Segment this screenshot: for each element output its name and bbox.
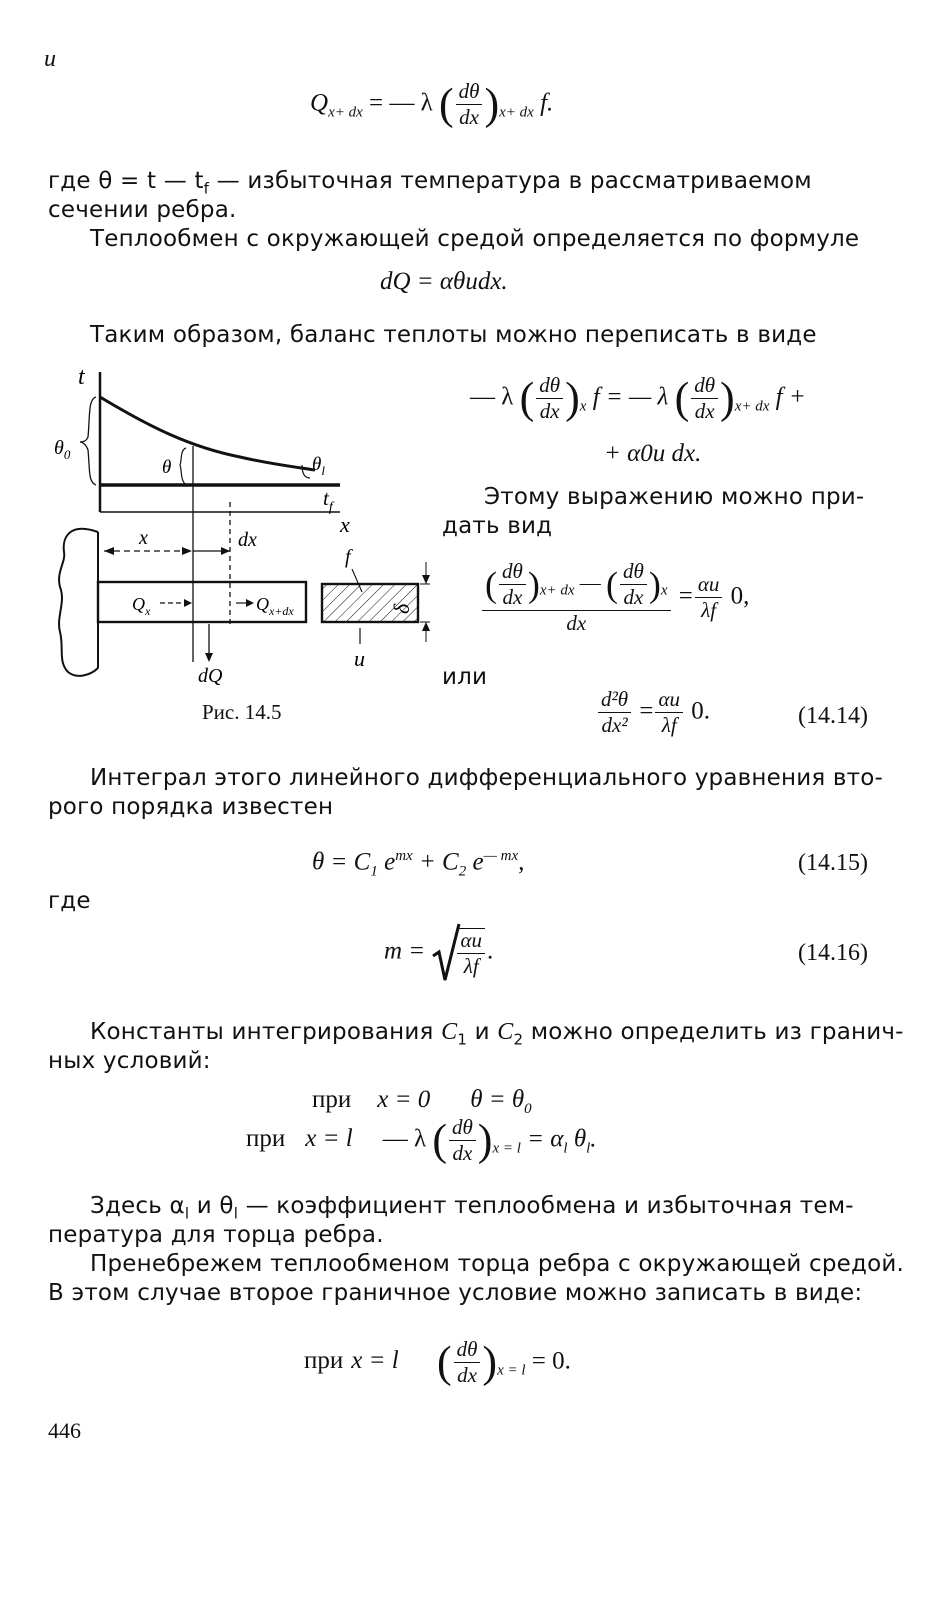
- frac-num: dθ: [499, 560, 526, 585]
- text-span: — коэффициент теплообмена и избыточная тем-: [238, 1193, 854, 1219]
- text-span: и θ: [189, 1193, 234, 1219]
- eq-sub: x = l: [497, 1362, 526, 1379]
- fraction-main: [482, 560, 671, 635]
- arrowhead: [182, 547, 192, 555]
- bc-post: = α: [527, 1125, 564, 1153]
- corner-letter: и: [44, 46, 56, 72]
- label-sub: 0: [63, 447, 71, 462]
- paren-left: (: [436, 1337, 452, 1387]
- label-dq: dQ: [198, 665, 223, 687]
- eq-span: e: [466, 848, 484, 876]
- arrowhead: [422, 575, 430, 584]
- arrowhead: [184, 599, 192, 607]
- frac-num: [482, 560, 671, 611]
- text-line-zdes-2: пература для торца ребра.: [48, 1222, 384, 1248]
- label-dx-dim: dx: [238, 529, 257, 551]
- text-line-gde-1b: сечении ребра.: [48, 197, 237, 223]
- arrowhead: [246, 599, 254, 607]
- paren-right: ): [648, 564, 661, 605]
- text-line-etomu-1: Этому выражению можно при-: [484, 484, 865, 510]
- label-f: f: [345, 546, 351, 568]
- temperature-curve: [100, 397, 315, 470]
- paren-right: ): [527, 564, 540, 605]
- frac-num: dθ: [691, 374, 718, 399]
- fraction: [598, 688, 631, 737]
- paren-left: (: [432, 1115, 447, 1165]
- equals-sign: =: [639, 697, 654, 725]
- bc-sub: 0: [524, 1101, 532, 1117]
- arrowhead: [104, 547, 114, 555]
- text-line-gde-1: [48, 168, 812, 198]
- arrowhead: [422, 622, 430, 631]
- fraction: [695, 573, 723, 622]
- equation-dq: dQ = αθudx.: [380, 268, 508, 295]
- bc-pre: — λ: [382, 1125, 427, 1153]
- frac-num: αu: [695, 573, 723, 598]
- eq-sub: x: [579, 398, 587, 415]
- minus-sign: —: [579, 570, 601, 595]
- equation-q-x-plus-dx: [310, 80, 553, 129]
- text-span: Константы интегрирования: [90, 1019, 442, 1045]
- equation-number-14-15: (14.15): [798, 850, 868, 876]
- fraction: [454, 1338, 481, 1387]
- text-line-teplo: Теплообмен с окружающей средой определяется по формуле: [90, 226, 860, 252]
- paren-left: (: [606, 564, 619, 605]
- text-span: где θ = t — t: [48, 168, 204, 194]
- frac-den: dx: [623, 585, 644, 610]
- paren-left: (: [485, 564, 497, 605]
- paren-right: ): [484, 79, 500, 129]
- eq-lhs: m =: [384, 937, 426, 965]
- brace-theta0: [80, 397, 96, 485]
- equation-14-16: [384, 922, 493, 984]
- bc-post: .: [590, 1125, 597, 1153]
- bc-post: θ: [567, 1125, 587, 1153]
- fraction: [691, 374, 718, 423]
- text-sub: l: [184, 1204, 190, 1223]
- label-span: Q: [256, 594, 269, 614]
- eq-lhs: Q: [310, 89, 329, 117]
- label-qxdx: [256, 594, 294, 618]
- label-thetal: [312, 454, 325, 478]
- equation-14-15: [312, 848, 524, 880]
- fraction: [499, 560, 526, 609]
- equation-14-14: [596, 688, 710, 737]
- eq-lhs-sub: x+ dx: [328, 104, 363, 121]
- eq-sub: 2: [458, 863, 467, 880]
- label-sub: x: [145, 604, 151, 618]
- frac-num: dθ: [454, 1338, 481, 1363]
- frac-den: dx: [459, 105, 479, 130]
- eq-pre: — λ: [470, 383, 514, 411]
- bc-pri: при: [246, 1125, 286, 1153]
- text-line-gde-2: где: [48, 888, 91, 914]
- label-delta: δ: [389, 603, 414, 614]
- eq-span: e: [377, 848, 396, 876]
- text-span: Здесь α: [90, 1193, 185, 1219]
- text-line-ili: или: [442, 664, 488, 690]
- fraction: [457, 928, 485, 978]
- equation-balance-line-2: + α0u dx.: [604, 440, 702, 467]
- frac-den: dx: [694, 399, 715, 424]
- frac-den: dx: [452, 1141, 473, 1166]
- bc-sub: x = l: [492, 1140, 521, 1157]
- frac-num: αu: [457, 929, 485, 954]
- text-sub: 1: [457, 1030, 468, 1049]
- eq-mid: f = — λ: [592, 383, 669, 411]
- brace-theta: [180, 448, 186, 485]
- text-line-konst-1: [90, 1019, 904, 1049]
- frac-num: dθ: [536, 374, 563, 399]
- label-x-dim: x: [139, 527, 148, 549]
- frac-num: dθ: [449, 1116, 476, 1141]
- frac-den: λf: [463, 954, 479, 978]
- frac-den: dx: [457, 1363, 477, 1388]
- text-span: можно определить из гранич-: [523, 1019, 904, 1045]
- bc-sub: l: [586, 1140, 591, 1157]
- boundary-condition-1: [312, 1086, 532, 1118]
- eq-post: f +: [775, 383, 806, 411]
- equation-number-14-16: (14.16): [798, 940, 868, 966]
- eq-post: = 0.: [531, 1347, 571, 1375]
- figure-14-5: [40, 362, 440, 722]
- paren-right: ): [477, 1115, 493, 1165]
- eq-span: θ = C: [312, 848, 371, 876]
- eq-span: + C: [412, 848, 459, 876]
- text-line-integral-2: рого порядка известен: [48, 794, 334, 820]
- bc-x: x = l: [305, 1125, 353, 1153]
- label-u: u: [354, 646, 365, 671]
- paren-left: (: [674, 373, 690, 423]
- text-sub: l: [233, 1204, 239, 1223]
- paren-right: ): [720, 373, 735, 423]
- frac-den: λf: [661, 713, 677, 738]
- equation-difference: [480, 560, 749, 635]
- label-sub: x+dx: [269, 604, 294, 618]
- paren-right: ): [565, 373, 580, 423]
- text-span: — избыточная температура в рассматриваемом: [209, 168, 812, 194]
- label-span: Q: [132, 594, 145, 614]
- text-sub: f: [203, 179, 210, 198]
- eq-span: ,: [518, 848, 525, 876]
- arrowhead: [205, 653, 213, 662]
- frac-den: dx²: [601, 713, 628, 738]
- bc-sub: l: [563, 1140, 568, 1157]
- label-t: t: [78, 364, 85, 390]
- rib-cross-section: [322, 584, 418, 622]
- bc-x: x = 0: [377, 1086, 431, 1113]
- text-line-konst-2: ных условий:: [48, 1048, 211, 1074]
- equation-balance-line-1: [470, 374, 806, 423]
- eq-x: x = l: [351, 1347, 399, 1375]
- frac-den: λf: [701, 598, 717, 623]
- equation-number-14-14: (14.14): [798, 703, 868, 729]
- paren-right: ): [482, 1337, 498, 1387]
- label-tf: [323, 486, 335, 515]
- figure-caption: Рис. 14.5: [202, 700, 282, 724]
- equation-last: [304, 1338, 571, 1387]
- eq-sub: x+ dx: [539, 582, 575, 599]
- equals-sign: =: [678, 582, 693, 610]
- eq-sup: — mx: [483, 848, 519, 864]
- text-line-integral-1: Интеграл этого линейного дифференциального уравнения вто-: [90, 765, 884, 791]
- boundary-condition-2: [246, 1116, 597, 1165]
- arrowhead: [221, 547, 230, 555]
- frac-den: dx: [566, 611, 587, 636]
- frac-num: d²θ: [598, 688, 631, 713]
- page-number: 446: [48, 1418, 81, 1443]
- eq-sub: x+ dx: [734, 398, 770, 415]
- label-theta0: [54, 437, 71, 462]
- text-line-etomu-2: дать вид: [442, 513, 553, 539]
- text-line-zdes-1: [90, 1193, 854, 1223]
- fraction: [456, 80, 483, 129]
- fraction: [449, 1116, 476, 1165]
- label-span: t: [323, 486, 329, 510]
- wall-outline: [59, 529, 98, 676]
- fraction: [655, 688, 683, 737]
- eq-post: 0.: [691, 697, 711, 725]
- text-math: C: [497, 1019, 514, 1045]
- eq-rhs-pre: = — λ: [369, 89, 433, 117]
- eq-pri: при: [304, 1347, 344, 1375]
- paren-left: (: [438, 79, 454, 129]
- text-line-takim: Таким образом, баланс теплоты можно переписать в виде: [90, 322, 817, 348]
- eq-sup: mx: [395, 848, 413, 864]
- frac-den: dx: [502, 585, 523, 610]
- bc-pri: при: [312, 1086, 352, 1113]
- eq-sub: x+ dx: [499, 104, 534, 121]
- text-math: C: [441, 1019, 458, 1045]
- label-sub: f: [328, 500, 333, 515]
- eq-post: 0,: [730, 582, 750, 610]
- label-x-axis: x: [340, 512, 350, 537]
- fraction: [620, 560, 647, 609]
- label-span: θ: [54, 437, 64, 459]
- frac-num: dθ: [456, 80, 483, 105]
- eq-post: .: [486, 937, 494, 965]
- eq-sub: 1: [370, 863, 378, 880]
- bc-cond: θ = θ: [470, 1086, 525, 1113]
- label-sub: l: [321, 463, 325, 478]
- eq-post: f.: [540, 89, 554, 117]
- frac-num: dθ: [620, 560, 647, 585]
- frac-den: dx: [539, 399, 560, 424]
- paren-left: (: [519, 373, 535, 423]
- label-span: θ: [312, 454, 322, 475]
- text-span: и: [467, 1019, 498, 1045]
- text-sub: 2: [513, 1030, 524, 1049]
- text-line-pren-1: Пренебрежем теплообменом торца ребра с окружающей средой.: [90, 1251, 905, 1277]
- text-line-pren-2: В этом случае второе граничное условие можно записать в виде:: [48, 1280, 863, 1306]
- label-qx: [132, 594, 151, 618]
- fraction: [536, 374, 563, 423]
- label-theta: θ: [162, 457, 172, 478]
- eq-sub: x: [660, 582, 668, 599]
- frac-num: αu: [655, 688, 683, 713]
